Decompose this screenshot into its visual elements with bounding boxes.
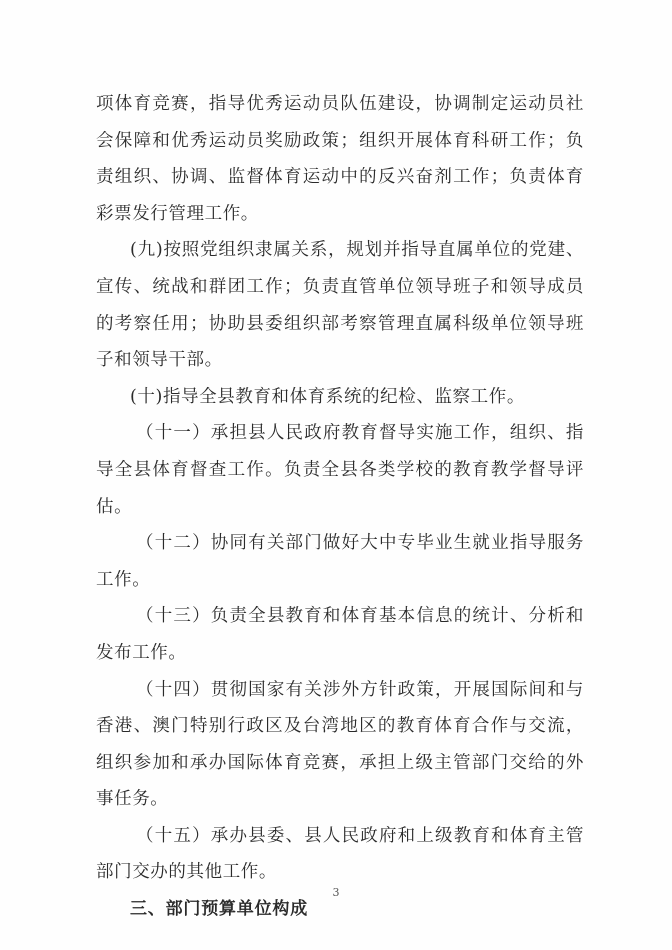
paragraph-item-9: (九)按照党组织隶属关系，规划并指导直属单位的党建、宣传、统战和群团工作；负责直管单位领导班子和领导成员的考察任用；协助县委组织部考察管理直属科级单位领导班子和领导干部。 xyxy=(96,240,584,371)
paragraph-item-13: （十三）负责全县教育和体育基本信息的统计、分析和发布工作。 xyxy=(96,606,584,663)
paragraph-item-14: （十四）贯彻国家有关涉外方针政策，开展国际间和与香港、澳门特别行政区及台湾地区的教育体育合作与交流，组织参加和承办国际体育竞赛，承担上级主管部门交给的外事任务。 xyxy=(96,679,584,810)
paragraph-item-15: （十五）承办县委、县人民政府和上级教育和体育主管部门交办的其他工作。 xyxy=(96,825,584,883)
section-heading: 三、部门预算单位构成 xyxy=(130,899,308,920)
page-number: 3 xyxy=(332,886,340,899)
body-text xyxy=(96,86,584,928)
paragraph-item-10: (十)指导全县教育和体育系统的纪检、监察工作。 xyxy=(130,386,525,407)
paragraph-item-12: （十二）协同有关部门做好大中专毕业生就业指导服务工作。 xyxy=(96,533,584,590)
paragraph-item-11: （十一）承担县人民政府教育督导实施工作，组织、指导全县体育督查工作。负责全县各类学校的教育教学督导评估。 xyxy=(96,423,584,517)
paragraph-continuation: 项体育竞赛，指导优秀运动员队伍建设，协调制定运动员社会保障和优秀运动员奖励政策；组织开展体育科研工作；负责组织、协调、监督体育运动中的反兴奋剂工作；负责体育彩票发行管理工作。 xyxy=(96,94,584,224)
